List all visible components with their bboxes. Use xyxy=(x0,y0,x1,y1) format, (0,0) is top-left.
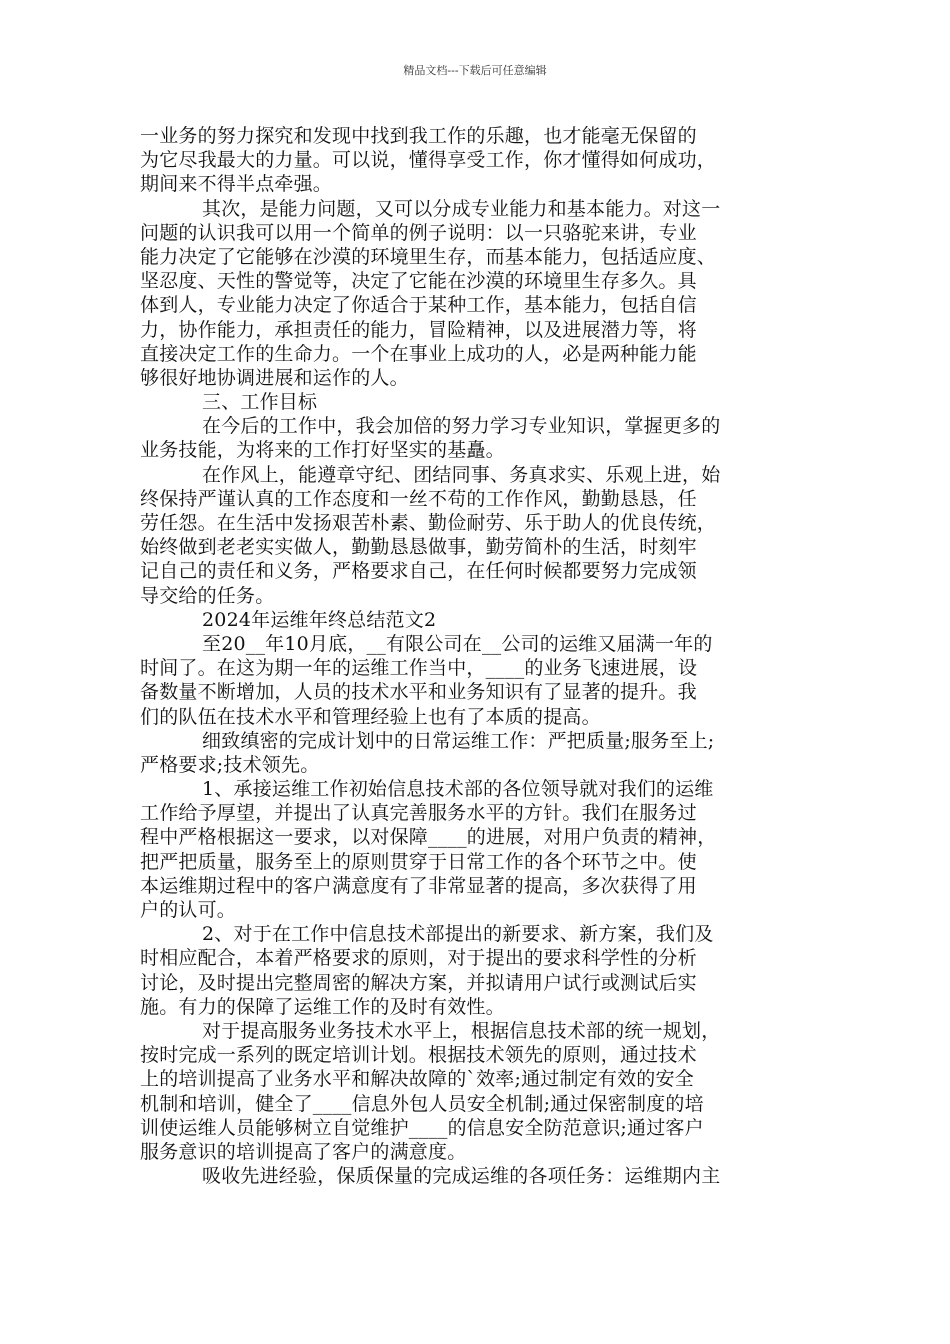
text-line: 严格要求;技术领先。 xyxy=(140,753,320,776)
page-header: 精品文档---下载后可任意编辑 xyxy=(403,64,547,77)
text-line: 体到人，专业能力决定了你适合于某种工作，基本能力，包括自信 xyxy=(140,294,697,317)
text-line: 力，协作能力，承担责任的能力，冒险精神，以及进展潜力等，将 xyxy=(140,318,697,341)
text-line: 程中严格根据这一要求，以对保障____的进展，对用户负责的精神， xyxy=(140,826,717,849)
text-line: 在作风上，能遵章守纪、团结同事、务真求实、乐观上进，始 xyxy=(202,463,721,486)
text-line: 三、工作目标 xyxy=(202,391,318,414)
text-line: 训使运维人员能够树立自觉维护____的信息安全防范意识;通过客户 xyxy=(140,1116,704,1139)
document-body xyxy=(140,124,814,1188)
text-line: 其次，是能力问题，又可以分成专业能力和基本能力。对这一 xyxy=(202,197,721,220)
text-line: 在今后的工作中，我会加倍的努力学习专业知识，掌握更多的 xyxy=(202,415,721,438)
text-line: 施。有力的保障了运维工作的及时有效性。 xyxy=(140,995,505,1018)
text-line: 备数量不断增加，人员的技术水平和业务知识有了显著的提升。我 xyxy=(140,681,697,704)
text-line: 期间来不得半点牵强。 xyxy=(140,173,333,196)
text-line: 讨论，及时提出完整周密的解决方案，并拟请用户试行或测试后实 xyxy=(140,971,697,994)
text-line: 直接决定工作的生命力。一个在事业上成功的人，必是两种能力能 xyxy=(140,342,697,365)
text-line: 按时完成一系列的既定培训计划。根据技术领先的原则，通过技术 xyxy=(140,1044,697,1067)
text-line: 2、对于在工作中信息技术部提出的新要求、新方案，我们及 xyxy=(202,923,714,946)
text-line: 户的认可。 xyxy=(140,899,237,921)
text-line: 导交给的任务。 xyxy=(140,584,275,607)
text-line: 本运维期过程中的客户满意度有了非常显著的提高，多次获得了用 xyxy=(140,874,697,897)
text-line: 终保持严谨认真的工作态度和一丝不苟的工作作风，勤勤恳恳，任 xyxy=(140,487,697,510)
text-line: 能力决定了它能够在沙漠的环境里生存，而基本能力，包括适应度、 xyxy=(140,245,717,268)
text-line: 记自己的责任和义务，严格要求自己，在任何时候都要努力完成领 xyxy=(140,560,697,583)
text-line: 劳任怨。在生活中发扬艰苦朴素、勤俭耐劳、乐于助人的优良传统， xyxy=(140,512,717,534)
text-line: 至20__年10月底，__有限公司在__公司的运维又届满一年的 xyxy=(202,632,713,655)
text-line: 业务技能，为将来的工作打好坚实的基矗。 xyxy=(140,439,505,462)
text-line: 吸收先进经验，保质保量的完成运维的各项任务：运维期内主 xyxy=(202,1165,721,1188)
text-line: 为它尽我最大的力量。可以说，懂得享受工作，你才懂得如何成功， xyxy=(140,149,717,172)
text-line: 细致缜密的完成计划中的日常运维工作：严把质量;服务至上; xyxy=(202,729,715,752)
text-line: 上的培训提高了业务水平和解决故障的`效率;通过制定有效的安全 xyxy=(140,1068,694,1091)
text-line: 们的队伍在技术水平和管理经验上也有了本质的提高。 xyxy=(140,705,601,728)
text-line: 2024年运维年终总结范文2 xyxy=(202,608,437,631)
text-line: 够很好地协调进展和运作的人。 xyxy=(140,366,409,389)
text-line: 时间了。在这为期一年的运维工作当中，____的业务飞速进展，设 xyxy=(140,657,698,680)
text-line: 服务意识的培训提高了客户的满意度。 xyxy=(140,1140,467,1163)
text-line: 把严把质量，服务至上的原则贯穿于日常工作的各个环节之中。使 xyxy=(140,850,697,873)
text-line: 坚忍度、天性的警觉等，决定了它能在沙漠的环境里生存多久。具 xyxy=(140,270,697,293)
text-line: 1、承接运维工作初始信息技术部的各位领导就对我们的运维 xyxy=(202,778,714,801)
text-line: 机制和培训，健全了____信息外包人员安全机制;通过保密制度的培 xyxy=(140,1092,704,1115)
text-line: 工作给予厚望，并提出了认真完善服务水平的方针。我们在服务过 xyxy=(140,802,697,825)
text-line: 始终做到老老实实做人，勤勤恳恳做事，勤劳简朴的生活，时刻牢 xyxy=(140,536,697,559)
text-line: 问题的认识我可以用一个简单的例子说明：以一只骆驼来讲，专业 xyxy=(140,221,697,244)
text-line: 一业务的努力探究和发现中找到我工作的乐趣，也才能毫无保留的 xyxy=(140,125,697,147)
text-line: 对于提高服务业务技术水平上，根据信息技术部的统一规划， xyxy=(202,1019,721,1042)
text-line: 时相应配合，本着严格要求的原则，对于提出的要求科学性的分析 xyxy=(140,947,697,970)
